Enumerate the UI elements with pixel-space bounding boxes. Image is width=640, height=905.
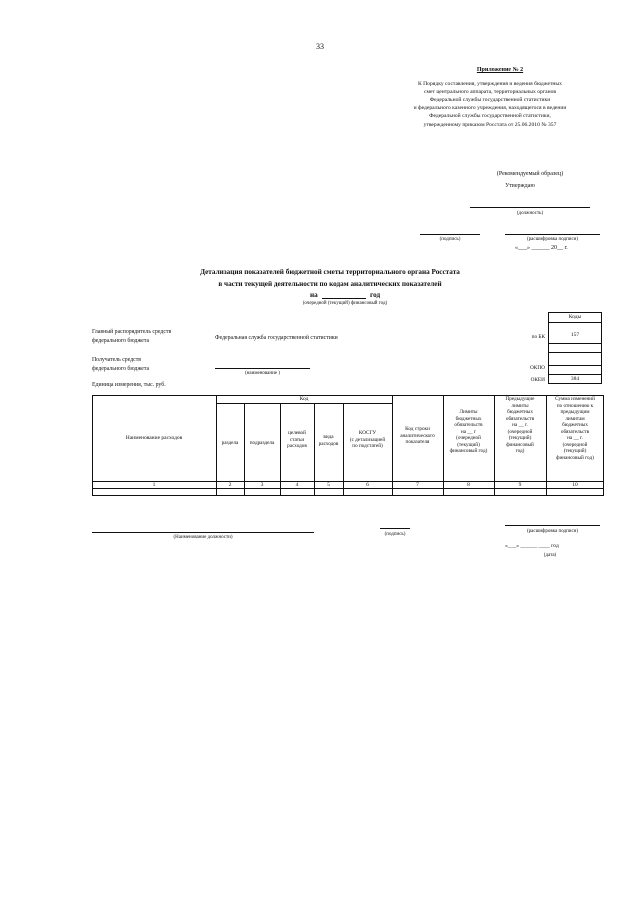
col-number-8: 8 (467, 482, 470, 488)
col-number-7: 7 (416, 482, 419, 488)
unit-label: Единица измерения, тыс. руб. (92, 382, 166, 388)
approver-signature-caption: (подпись) (439, 237, 461, 242)
approver-position-caption: (должность) (516, 211, 544, 216)
codes-divider-5 (548, 374, 602, 375)
approval-date: «___» ______ 20__ г. (515, 245, 568, 251)
recipient-label: Получатель средств федерального бюджета (92, 357, 150, 372)
title-year-suffix: год (370, 291, 381, 299)
col-row-code-header: Код строки аналитического показателя (400, 426, 435, 445)
manager-label: Главный распорядитель средств федерального бюджета (92, 329, 172, 344)
recommended-sample-label: (Рекомендуемый образец) (496, 171, 564, 177)
codes-divider-2 (548, 343, 602, 344)
page-number: 33 (316, 42, 324, 51)
approve-label: Утверждаю (505, 183, 535, 189)
footer-date: «___» ______ ____ год (505, 543, 559, 549)
appendix-text: К Порядку составления, утверждения и ведения бюджетных смет центрального аппарата, территориальных органов Федеральной службы государственной статистики и федерального казенного учреждения, находящегося в ведении Федеральной службы государственной статистики, утвержденному приказом Росстата от 25.06.2010 № 357 (413, 81, 567, 128)
codes-divider-3 (548, 352, 602, 353)
okei-label: ОКЕИ (530, 377, 545, 383)
codes-divider-1 (548, 322, 602, 323)
col-change-header: Сумма изменений по отношению к предыдущим лимитам бюджетных обязательств на __ г. (очередной (текущий) финансовый год) (555, 396, 595, 461)
col-number-5: 5 (327, 482, 330, 488)
footer-decoding-caption: (расшифровка подписи) (526, 529, 579, 534)
col-number-6: 6 (366, 482, 369, 488)
col-limits-header: Лимиты бюджетных обязательств на __ г (очередной (текущий) финансовый год) (449, 409, 488, 454)
footer-date-caption: (дата) (543, 553, 557, 558)
glava-label: по БК (531, 334, 545, 340)
okpo-label: ОКПО (529, 365, 545, 371)
document-title-line2: в части текущей деятельности по кодам аналитических показателей (218, 280, 442, 288)
recipient-line (215, 368, 310, 369)
footer-position-caption: (Наименование должности) (173, 535, 233, 540)
document-title-line1: Детализация показателей бюджетной сметы территориального органа Росстата (200, 268, 460, 276)
footer-signature-line (380, 528, 410, 529)
col-code-group-header: Код (299, 396, 309, 402)
col-number-9: 9 (518, 482, 522, 488)
okei-code: 384 (570, 376, 580, 382)
footer-position-line (92, 532, 314, 533)
approver-position-line (470, 207, 590, 208)
col-section-header: раздела (221, 440, 239, 446)
col-number-1: 1 (152, 482, 156, 488)
codes-header: Коды (568, 314, 582, 320)
appendix-title: Приложение № 2 (476, 67, 524, 73)
table-hline (216, 403, 392, 404)
col-target-header: целевой статьи расходов (287, 430, 307, 449)
title-year-blank (322, 298, 366, 299)
manager-value: Федеральная служба государственной статистики (215, 335, 338, 341)
col-name-header: Наименование расходов (125, 435, 183, 441)
table-hline (92, 488, 604, 489)
footer-decoding-line (505, 525, 600, 526)
col-number-2: 2 (228, 482, 232, 488)
col-kosgu-header: КОСГУ (с детализацией по подстатей) (349, 430, 386, 449)
glava-code: 157 (570, 332, 580, 338)
title-year-caption: (очередной (текущий) финансовый год) (302, 301, 388, 306)
approver-decoding-line (505, 234, 600, 235)
col-number-10: 10 (572, 482, 578, 488)
approver-signature-line (420, 234, 480, 235)
title-year-prefix: на (310, 291, 318, 299)
approver-decoding-caption: (расшифровка подписи) (526, 237, 579, 242)
recipient-caption: (наименование ) (245, 371, 280, 376)
col-number-4: 4 (295, 482, 299, 488)
footer-signature-caption: (подпись) (384, 532, 406, 537)
col-prev-limits-header: Предыдущие лимиты бюджетных обязательств на __ г. (очередной (текущий) финансовый год) (505, 396, 535, 454)
codes-divider-4 (548, 365, 602, 366)
col-subsection-header: подраздела (249, 440, 275, 446)
col-number-3: 3 (260, 482, 264, 488)
col-type-header: вида расходов (318, 434, 339, 447)
